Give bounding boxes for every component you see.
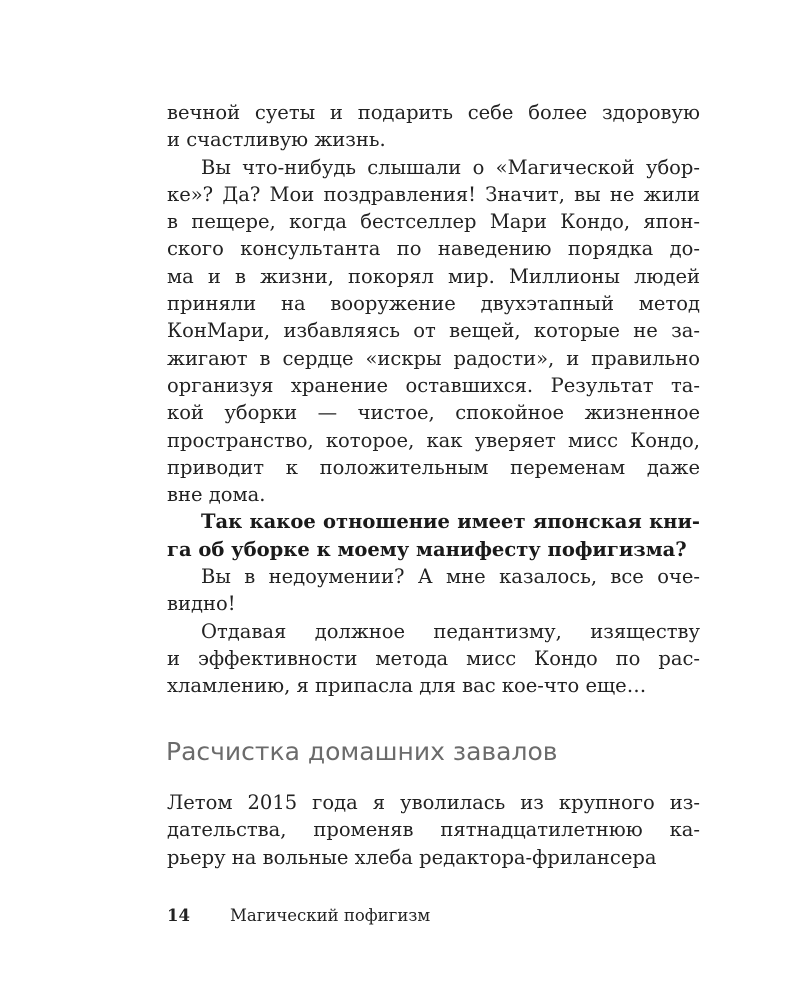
text-line: Вы что-нибудь слышали о «Магической убор- xyxy=(201,155,700,179)
paragraph xyxy=(167,563,700,618)
text-line: ского консультанта по наведению порядка до- xyxy=(167,237,700,261)
page-number: 14 xyxy=(167,906,190,925)
running-title: Магический пофигизм xyxy=(230,906,431,925)
text-line: жигают в сердце «искры радости», и правильно xyxy=(167,346,700,370)
text-line: дательства, променяв пятнадцатилетнюю ка- xyxy=(167,818,700,842)
paragraph xyxy=(167,99,700,154)
paragraph xyxy=(167,154,700,509)
text-line: в пещере, когда бестселлер Мари Кондо, япон- xyxy=(167,210,700,234)
text-line: га об уборке к моему манифесту пофигизма? xyxy=(167,537,687,561)
text-line: приводит к положительным переменам даже xyxy=(167,455,700,479)
text-line: Отдавая должное педантизму, изяществу xyxy=(201,619,700,643)
text-line: КонМари, избавляясь от вещей, которые не за- xyxy=(167,319,700,343)
text-line: рьеру на вольные хлеба редактора-фрилансера xyxy=(167,845,657,869)
text-line: Так какое отношение имеет японская кни- xyxy=(201,510,700,534)
text-line: Летом 2015 года я уволилась из крупного из- xyxy=(167,791,700,814)
page-footer xyxy=(167,902,430,930)
text-line: вечной суеты и подарить себе более здоровую xyxy=(167,101,700,124)
text-line: организуя хранение оставшихся. Результат та- xyxy=(167,373,700,397)
text-line: ке»? Да? Мои поздравления! Значит, вы не жили xyxy=(167,182,700,206)
text-line: кой уборки — чистое, спокойное жизненное xyxy=(167,401,700,425)
text-line: приняли на вооружение двухэтапный метод xyxy=(167,292,700,316)
text-line: пространство, которое, как уверяет мисс Кондо, xyxy=(167,428,700,452)
text-line: вне дома. xyxy=(167,483,266,507)
text-line: видно! xyxy=(167,592,236,616)
paragraph xyxy=(167,618,700,700)
bold-paragraph xyxy=(167,508,700,563)
text-line: и счастливую жизнь. xyxy=(167,128,386,152)
text-line: Вы в недоумении? А мне казалось, все оче- xyxy=(201,565,700,589)
text-line: ма и в жизни, покорял мир. Миллионы людей xyxy=(167,264,700,288)
paragraph xyxy=(167,789,700,871)
text-line: хламлению, я припасла для вас кое-что еще… xyxy=(167,674,647,698)
body-text-bottom xyxy=(167,789,700,871)
section-heading: Расчистка домашних завалов xyxy=(166,737,558,766)
text-line: и эффективности метода мисс Кондо по рас- xyxy=(167,646,700,670)
body-text-top xyxy=(167,99,700,700)
